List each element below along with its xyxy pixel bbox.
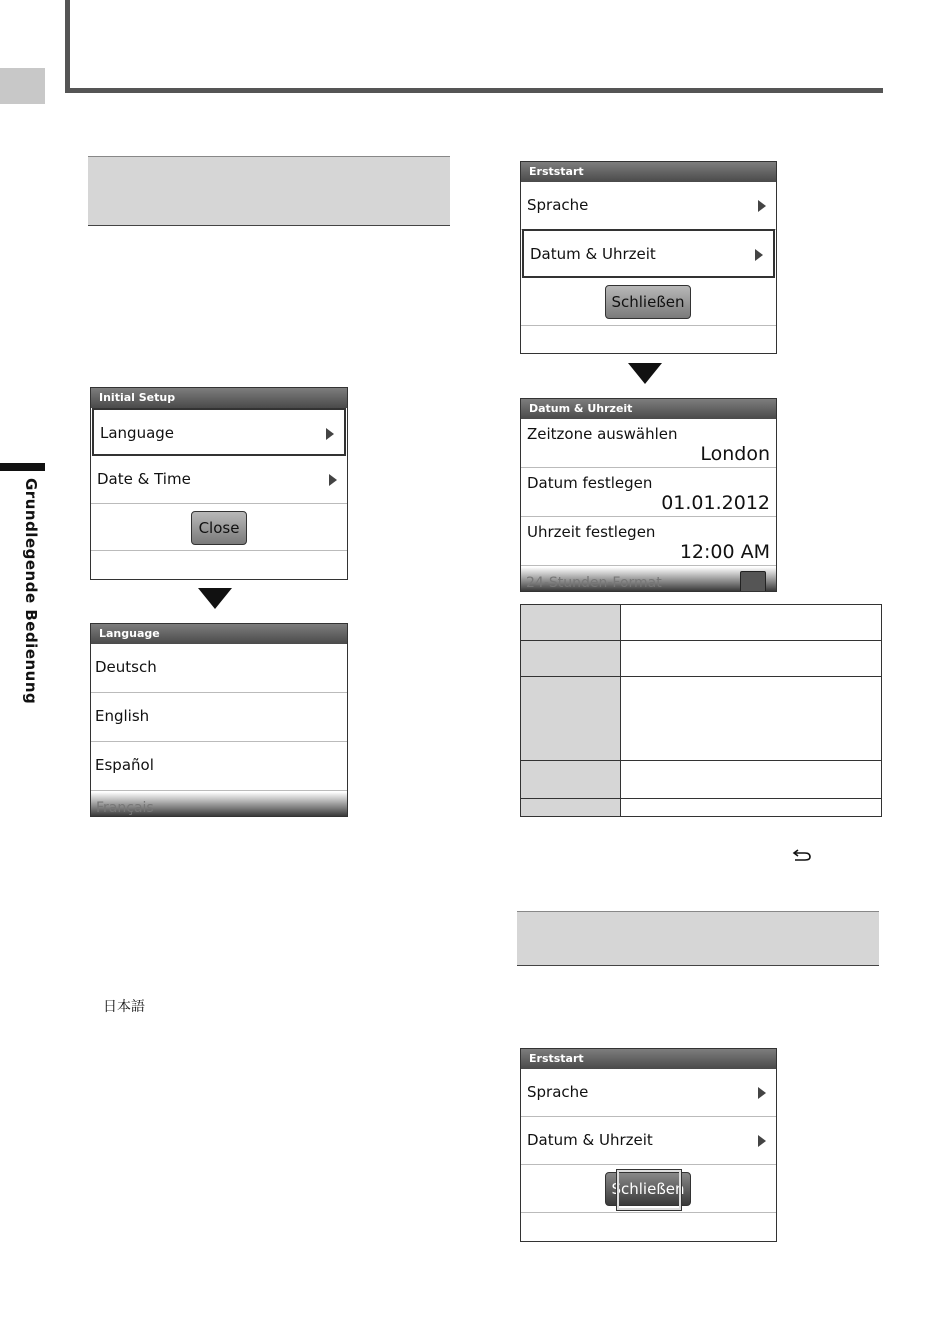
down-arrow-icon xyxy=(198,588,232,609)
table-cell xyxy=(621,761,882,799)
table-cell xyxy=(621,605,882,641)
language-item-deutsch[interactable] xyxy=(91,644,347,693)
date-row[interactable] xyxy=(521,468,776,517)
japanese-language-label: 日本語 xyxy=(103,999,145,1015)
close-button[interactable]: Close xyxy=(191,511,247,545)
language-label: Deutsch xyxy=(95,658,157,676)
table-header-cell xyxy=(521,641,621,677)
menu-item-datum-uhrzeit[interactable] xyxy=(522,229,775,278)
page-corner-tab xyxy=(0,68,45,104)
24h-format-row[interactable] xyxy=(521,567,776,591)
table-header-cell xyxy=(521,605,621,641)
header-frame-bottom xyxy=(65,88,883,93)
menu-item-label: Sprache xyxy=(527,1083,589,1101)
screen-title: Erststart xyxy=(521,162,776,182)
section-heading-box-left xyxy=(88,156,450,226)
menu-item-label: Sprache xyxy=(527,196,589,214)
row-label: Uhrzeit festlegen xyxy=(527,523,656,541)
timezone-row[interactable] xyxy=(521,419,776,468)
button-row xyxy=(521,278,776,326)
checkbox[interactable] xyxy=(740,571,766,591)
screen-title: Language xyxy=(91,624,347,644)
row-label: 24-Stunden-Format xyxy=(526,575,662,591)
screen-title: Erststart xyxy=(521,1049,776,1069)
close-button[interactable]: Schließen xyxy=(605,285,691,319)
menu-item-label: Language xyxy=(100,424,175,442)
table-header-cell xyxy=(521,677,621,761)
table-cell xyxy=(621,799,882,817)
language-screen xyxy=(90,623,348,817)
menu-item-date-time[interactable] xyxy=(91,456,347,504)
menu-item-label: Datum & Uhrzeit xyxy=(527,1131,653,1149)
language-label: Español xyxy=(95,756,154,774)
table-header-cell xyxy=(521,799,621,817)
back-arrow-icon xyxy=(792,848,812,862)
menu-item-language[interactable] xyxy=(92,408,346,456)
down-arrow-icon xyxy=(628,363,662,384)
section-heading-box-right xyxy=(517,911,879,966)
erststart-screen-1 xyxy=(520,161,777,354)
chevron-right-icon xyxy=(758,1135,766,1147)
datetime-screen xyxy=(520,398,777,592)
menu-item-label: Date & Time xyxy=(97,470,191,488)
table-row xyxy=(521,761,882,799)
menu-item-datum-uhrzeit[interactable] xyxy=(521,1117,776,1165)
chevron-right-icon xyxy=(758,200,766,212)
chevron-right-icon xyxy=(755,249,763,261)
chevron-right-icon xyxy=(329,474,337,486)
table-cell xyxy=(621,677,882,761)
row-label: Zeitzone auswählen xyxy=(527,425,678,443)
screen-title: Initial Setup xyxy=(91,388,347,408)
initial-setup-screen xyxy=(90,387,348,580)
menu-item-label: Datum & Uhrzeit xyxy=(530,245,656,263)
row-value: 01.01.2012 xyxy=(661,492,770,514)
row-label: Datum festlegen xyxy=(527,474,653,492)
side-section-label: Grundlegende Bedienung xyxy=(22,478,40,705)
header-frame-left xyxy=(65,0,70,93)
close-button[interactable]: Schließen xyxy=(605,1172,691,1206)
screen-title: Datum & Uhrzeit xyxy=(521,399,776,419)
time-row[interactable] xyxy=(521,517,776,566)
settings-table xyxy=(520,604,882,817)
language-item-english[interactable] xyxy=(91,693,347,742)
table-header-cell xyxy=(521,761,621,799)
language-label: English xyxy=(95,707,150,725)
erststart-screen-2 xyxy=(520,1048,777,1242)
table-cell xyxy=(621,641,882,677)
side-section-marker xyxy=(0,463,45,471)
table-row xyxy=(521,677,882,761)
row-value: 12:00 AM xyxy=(679,541,770,563)
menu-item-sprache[interactable] xyxy=(521,182,776,230)
language-item-espanol[interactable] xyxy=(91,742,347,791)
table-row xyxy=(521,641,882,677)
button-row xyxy=(91,504,347,551)
chevron-right-icon xyxy=(326,428,334,440)
chevron-right-icon xyxy=(758,1087,766,1099)
language-item-francais[interactable]: Français xyxy=(91,792,347,816)
table-row xyxy=(521,605,882,641)
table-row xyxy=(521,799,882,817)
selection-highlight xyxy=(617,1170,681,1210)
row-value: London xyxy=(700,443,770,465)
button-row xyxy=(521,1165,776,1213)
menu-item-sprache[interactable] xyxy=(521,1069,776,1117)
